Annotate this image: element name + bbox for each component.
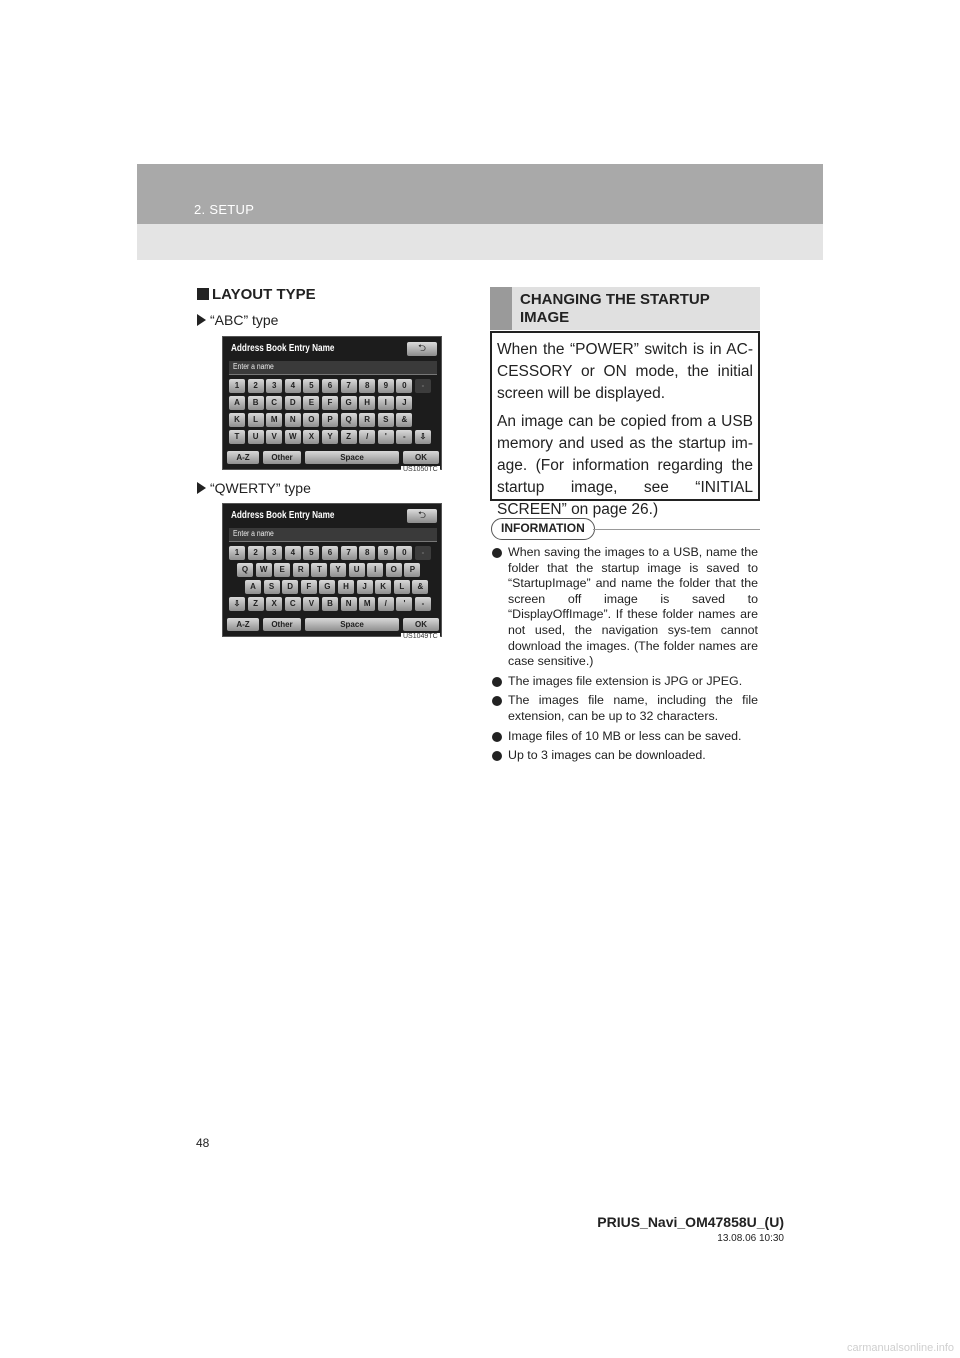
keyboard-keys xyxy=(229,545,437,613)
keyboard-key[interactable]: 8 xyxy=(359,379,375,393)
keyboard-key[interactable]: 7 xyxy=(341,546,357,560)
qwerty-type-label: “QWERTY” type xyxy=(197,480,311,496)
startup-image-box xyxy=(490,331,760,518)
keyboard-key[interactable]: C xyxy=(285,597,301,611)
back-button[interactable]: ⮌ xyxy=(407,509,437,523)
keyboard-key[interactable]: 4 xyxy=(285,546,301,560)
screen-title-bar xyxy=(227,341,439,357)
layout-type-heading: LAYOUT TYPE xyxy=(197,286,316,303)
key-row xyxy=(229,545,437,562)
keyboard-key[interactable]: S xyxy=(264,580,280,594)
keyboard-key[interactable]: J xyxy=(357,580,373,594)
keyboard-key[interactable]: L xyxy=(394,580,410,594)
keyboard-key[interactable]: C xyxy=(266,396,282,410)
bullet-icon xyxy=(492,696,502,706)
information-badge: INFORMATION xyxy=(491,518,595,540)
keyboard-key[interactable]: ⇩ xyxy=(415,430,431,444)
keyboard-key[interactable]: U xyxy=(248,430,264,444)
keyboard-key[interactable]: P xyxy=(404,563,420,577)
keyboard-key[interactable]: X xyxy=(303,430,319,444)
key-row xyxy=(229,429,437,446)
keyboard-function-key[interactable]: A-Z xyxy=(227,451,259,464)
keyboard-key[interactable]: A xyxy=(245,580,261,594)
keyboard-key[interactable]: E xyxy=(303,396,319,410)
document-timestamp: 13.08.06 10:30 xyxy=(717,1233,784,1244)
heading-bar xyxy=(490,287,512,330)
bullet-icon xyxy=(492,732,502,742)
key-row xyxy=(229,395,437,412)
keyboard-key[interactable]: & xyxy=(396,413,412,427)
keyboard-key[interactable]: F xyxy=(322,396,338,410)
keyboard-key[interactable]: Q xyxy=(237,563,253,577)
keyboard-key[interactable]: O xyxy=(386,563,402,577)
name-entry-field[interactable] xyxy=(229,528,437,542)
list-item: Up to 3 images can be downloaded. xyxy=(492,748,758,764)
keyboard-key[interactable]: 7 xyxy=(341,379,357,393)
keyboard-key[interactable]: Z xyxy=(248,597,264,611)
keyboard-key[interactable]: - xyxy=(415,379,431,393)
keyboard-key[interactable]: O xyxy=(303,413,319,427)
keyboard-key[interactable]: ' xyxy=(396,597,412,611)
keyboard-key[interactable]: V xyxy=(303,597,319,611)
keyboard-key[interactable]: Q xyxy=(341,413,357,427)
keyboard-key[interactable]: M xyxy=(359,597,375,611)
watermark: carmanualsonline.info xyxy=(846,1342,954,1354)
keyboard-key[interactable]: Z xyxy=(341,430,357,444)
keyboard-key[interactable]: A xyxy=(229,396,245,410)
keyboard-key[interactable]: X xyxy=(266,597,282,611)
keyboard-key[interactable]: 4 xyxy=(285,379,301,393)
keyboard-key[interactable]: T xyxy=(311,563,327,577)
keyboard-key[interactable]: G xyxy=(341,396,357,410)
keyboard-key[interactable]: 8 xyxy=(359,546,375,560)
document-id: PRIUS_Navi_OM47858U_(U) xyxy=(597,1214,784,1230)
keyboard-key[interactable]: 5 xyxy=(303,379,319,393)
qwerty-image-code: US1049TC xyxy=(403,633,438,640)
keyboard-function-key[interactable]: Other xyxy=(263,451,301,464)
keyboard-function-key[interactable]: Space xyxy=(305,618,399,631)
list-item: When saving the images to a USB, name the folder that the startup image is saved to “StartupImage” and name the folder that the screen off image is saved to “DisplayOffImage”. If these folder names are not used, the navigation sys-tem cannot download the images. (The folder names are case sensitive.) xyxy=(492,545,758,670)
triangle-bullet-icon xyxy=(197,482,206,494)
startup-paragraph: An image can be copied from a USB memory and used as the startup im-age. (For information regarding the startup image, see “INITIAL SCREEN” on page 26.) xyxy=(497,413,753,518)
keyboard-function-key[interactable]: A-Z xyxy=(227,618,259,631)
keyboard-key[interactable]: D xyxy=(285,396,301,410)
back-button[interactable]: ⮌ xyxy=(407,342,437,356)
keyboard-key[interactable]: G xyxy=(319,580,335,594)
keyboard-key[interactable]: ' xyxy=(378,430,394,444)
keyboard-key[interactable]: B xyxy=(322,597,338,611)
keyboard-key[interactable]: W xyxy=(256,563,272,577)
keyboard-bottom-row xyxy=(227,618,439,632)
information-rule xyxy=(593,529,760,530)
keyboard-function-key[interactable]: Other xyxy=(263,618,301,631)
keyboard-key[interactable]: 2 xyxy=(248,379,264,393)
section-label: 2. SETUP xyxy=(194,202,255,217)
keyboard-key[interactable]: - xyxy=(415,597,431,611)
abc-type-label: “ABC” type xyxy=(197,312,278,328)
keyboard-key[interactable]: 1 xyxy=(229,546,245,560)
bullet-icon xyxy=(492,677,502,687)
startup-image-heading: CHANGING THE STARTUP IMAGE xyxy=(490,287,760,330)
header-band-top xyxy=(137,164,823,224)
key-row xyxy=(229,562,437,579)
screen-title: Address Book Entry Name xyxy=(231,510,335,521)
keyboard-function-key[interactable]: OK xyxy=(403,618,439,631)
keyboard-key[interactable]: Y xyxy=(322,430,338,444)
keyboard-key[interactable]: K xyxy=(375,580,391,594)
key-row xyxy=(229,596,437,613)
keyboard-key[interactable]: P xyxy=(322,413,338,427)
keyboard-key[interactable]: & xyxy=(412,580,428,594)
triangle-bullet-icon xyxy=(197,314,206,326)
keyboard-key[interactable]: 3 xyxy=(266,546,282,560)
keyboard-key[interactable]: / xyxy=(359,430,375,444)
keyboard-function-key[interactable]: OK xyxy=(403,451,439,464)
keyboard-key[interactable]: K xyxy=(229,413,245,427)
keyboard-key[interactable]: I xyxy=(378,396,394,410)
screen-title-bar xyxy=(227,508,439,524)
keyboard-key[interactable]: R xyxy=(293,563,309,577)
list-item: Image files of 10 MB or less can be saved. xyxy=(492,729,758,745)
screen-title: Address Book Entry Name xyxy=(231,343,335,354)
keyboard-key[interactable]: U xyxy=(349,563,365,577)
page-number: 48 xyxy=(196,1136,210,1150)
keyboard-key[interactable]: Y xyxy=(330,563,346,577)
keyboard-key[interactable]: T xyxy=(229,430,245,444)
key-row xyxy=(229,412,437,429)
keyboard-key[interactable]: / xyxy=(378,597,394,611)
name-entry-field[interactable] xyxy=(229,361,437,375)
keyboard-key[interactable]: - xyxy=(396,430,412,444)
keyboard-key[interactable]: J xyxy=(396,396,412,410)
keyboard-key[interactable]: 9 xyxy=(378,546,394,560)
list-item: The images file extension is JPG or JPEG. xyxy=(492,674,758,690)
keyboard-key[interactable]: M xyxy=(266,413,282,427)
keyboard-key[interactable]: I xyxy=(367,563,383,577)
keyboard-key[interactable]: 6 xyxy=(322,546,338,560)
list-item: The images file name, including the file extension, can be up to 32 characters. xyxy=(492,693,758,724)
header-band xyxy=(137,164,823,260)
keyboard-key[interactable]: ⇩ xyxy=(229,597,245,611)
keyboard-key[interactable]: 9 xyxy=(378,379,394,393)
square-bullet-icon xyxy=(197,288,209,300)
keyboard-key[interactable]: 0 xyxy=(396,379,412,393)
keyboard-key[interactable]: 5 xyxy=(303,546,319,560)
keyboard-key[interactable]: 0 xyxy=(396,546,412,560)
keyboard-key[interactable]: R xyxy=(359,413,375,427)
bullet-icon xyxy=(492,548,502,558)
abc-image-code: US1050TC xyxy=(403,466,438,473)
keyboard-key[interactable]: F xyxy=(301,580,317,594)
keyboard-bottom-row xyxy=(227,451,439,465)
entry-placeholder: Enter a name xyxy=(233,362,274,371)
keyboard-key[interactable]: H xyxy=(338,580,354,594)
bullet-icon xyxy=(492,751,502,761)
key-row xyxy=(229,378,437,395)
keyboard-key[interactable]: 1 xyxy=(229,379,245,393)
keyboard-key[interactable]: W xyxy=(285,430,301,444)
key-row xyxy=(229,579,437,596)
keyboard-key[interactable]: S xyxy=(378,413,394,427)
keyboard-key[interactable]: V xyxy=(266,430,282,444)
qwerty-keyboard-screenshot xyxy=(222,503,442,637)
startup-paragraph: When the “POWER” switch is in AC-CESSORY or ON mode, the initial screen will be displayed. xyxy=(497,341,753,402)
keyboard-keys xyxy=(229,378,437,446)
entry-placeholder: Enter a name xyxy=(233,529,274,538)
keyboard-key[interactable]: N xyxy=(285,413,301,427)
keyboard-key[interactable]: N xyxy=(341,597,357,611)
keyboard-key[interactable]: L xyxy=(248,413,264,427)
keyboard-key[interactable]: H xyxy=(359,396,375,410)
keyboard-key[interactable]: 3 xyxy=(266,379,282,393)
information-list xyxy=(492,545,758,768)
keyboard-key[interactable]: 6 xyxy=(322,379,338,393)
keyboard-key[interactable]: 2 xyxy=(248,546,264,560)
keyboard-key[interactable]: E xyxy=(274,563,290,577)
keyboard-function-key[interactable]: Space xyxy=(305,451,399,464)
keyboard-key[interactable]: - xyxy=(415,546,431,560)
abc-keyboard-screenshot xyxy=(222,336,442,470)
keyboard-key[interactable]: D xyxy=(282,580,298,594)
keyboard-key[interactable]: B xyxy=(248,396,264,410)
